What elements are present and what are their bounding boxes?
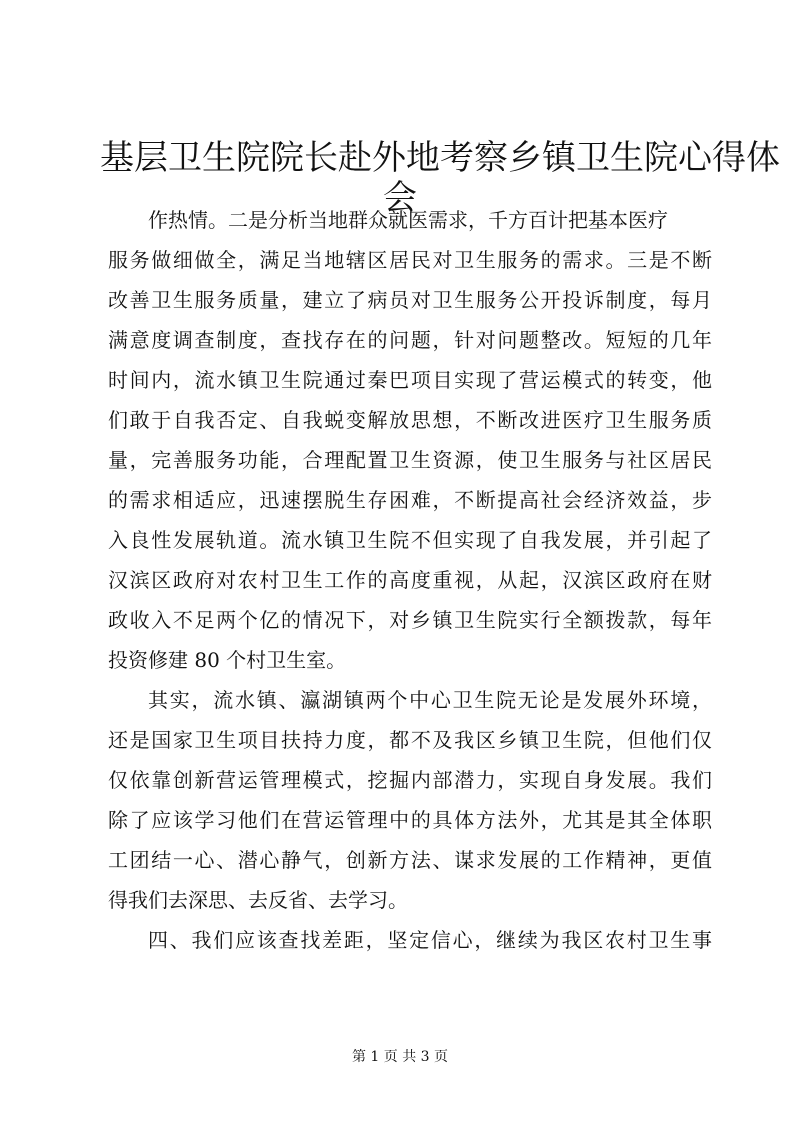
text-line: 满意度调查制度，查找存在的问题，针对问题整改。短短的几年	[108, 328, 712, 352]
text-line: 作热情。二是分析当地群众就医需求，千方百计把基本医疗	[148, 208, 668, 232]
text-line: 工团结一心、潜心静气，创新方法、谋求发展的工作精神，更值	[108, 848, 712, 872]
document-body	[108, 200, 712, 960]
text-line: 得我们去深思、去反省、去学习。	[108, 888, 408, 912]
text-line: 投资修建 80 个村卫生室。	[108, 648, 347, 672]
text-line: 除了应该学习他们在营运管理中的具体方法外，尤其是其全体职	[108, 808, 712, 832]
title-line: 会	[383, 178, 417, 218]
text-line: 服务做细做全，满足当地辖区居民对卫生服务的需求。三是不断	[108, 248, 712, 272]
paragraph	[108, 200, 712, 680]
text-line: 政收入不足两个亿的情况下，对乡镇卫生院实行全额拨款，每年	[108, 608, 712, 632]
text-line: 入良性发展轨道。流水镇卫生院不但实现了自我发展，并引起了	[108, 528, 712, 552]
text-line: 四、我们应该查找差距，坚定信心，继续为我区农村卫生事	[148, 928, 712, 952]
text-line: 仅依靠创新营运管理模式，挖掘内部潜力，实现自身发展。我们	[108, 768, 712, 792]
text-line: 汉滨区政府对农村卫生工作的高度重视，从起，汉滨区政府在财	[108, 568, 712, 592]
text-line: 改善卫生服务质量，建立了病员对卫生服务公开投诉制度，每月	[108, 288, 712, 312]
title-line: 基层卫生院院长赴外地考察乡镇卫生院心得体	[100, 138, 780, 178]
page-footer: 第 1 页 共 3 页	[351, 1049, 449, 1065]
paragraph	[108, 920, 712, 960]
text-line: 们敢于自我否定、自我蜕变解放思想，不断改进医疗卫生服务质	[108, 408, 712, 432]
text-line: 量，完善服务功能，合理配置卫生资源，使卫生服务与社区居民	[108, 448, 712, 472]
text-line: 时间内，流水镇卫生院通过秦巴项目实现了营运模式的转变，他	[108, 368, 712, 392]
text-line: 其实，流水镇、瀛湖镇两个中心卫生院无论是发展外环境，	[148, 688, 712, 712]
text-line: 的需求相适应，迅速摆脱生存困难，不断提高社会经济效益，步	[108, 488, 712, 512]
paragraph	[108, 680, 712, 920]
text-line: 还是国家卫生项目扶持力度，都不及我区乡镇卫生院，但他们仅	[108, 728, 712, 752]
